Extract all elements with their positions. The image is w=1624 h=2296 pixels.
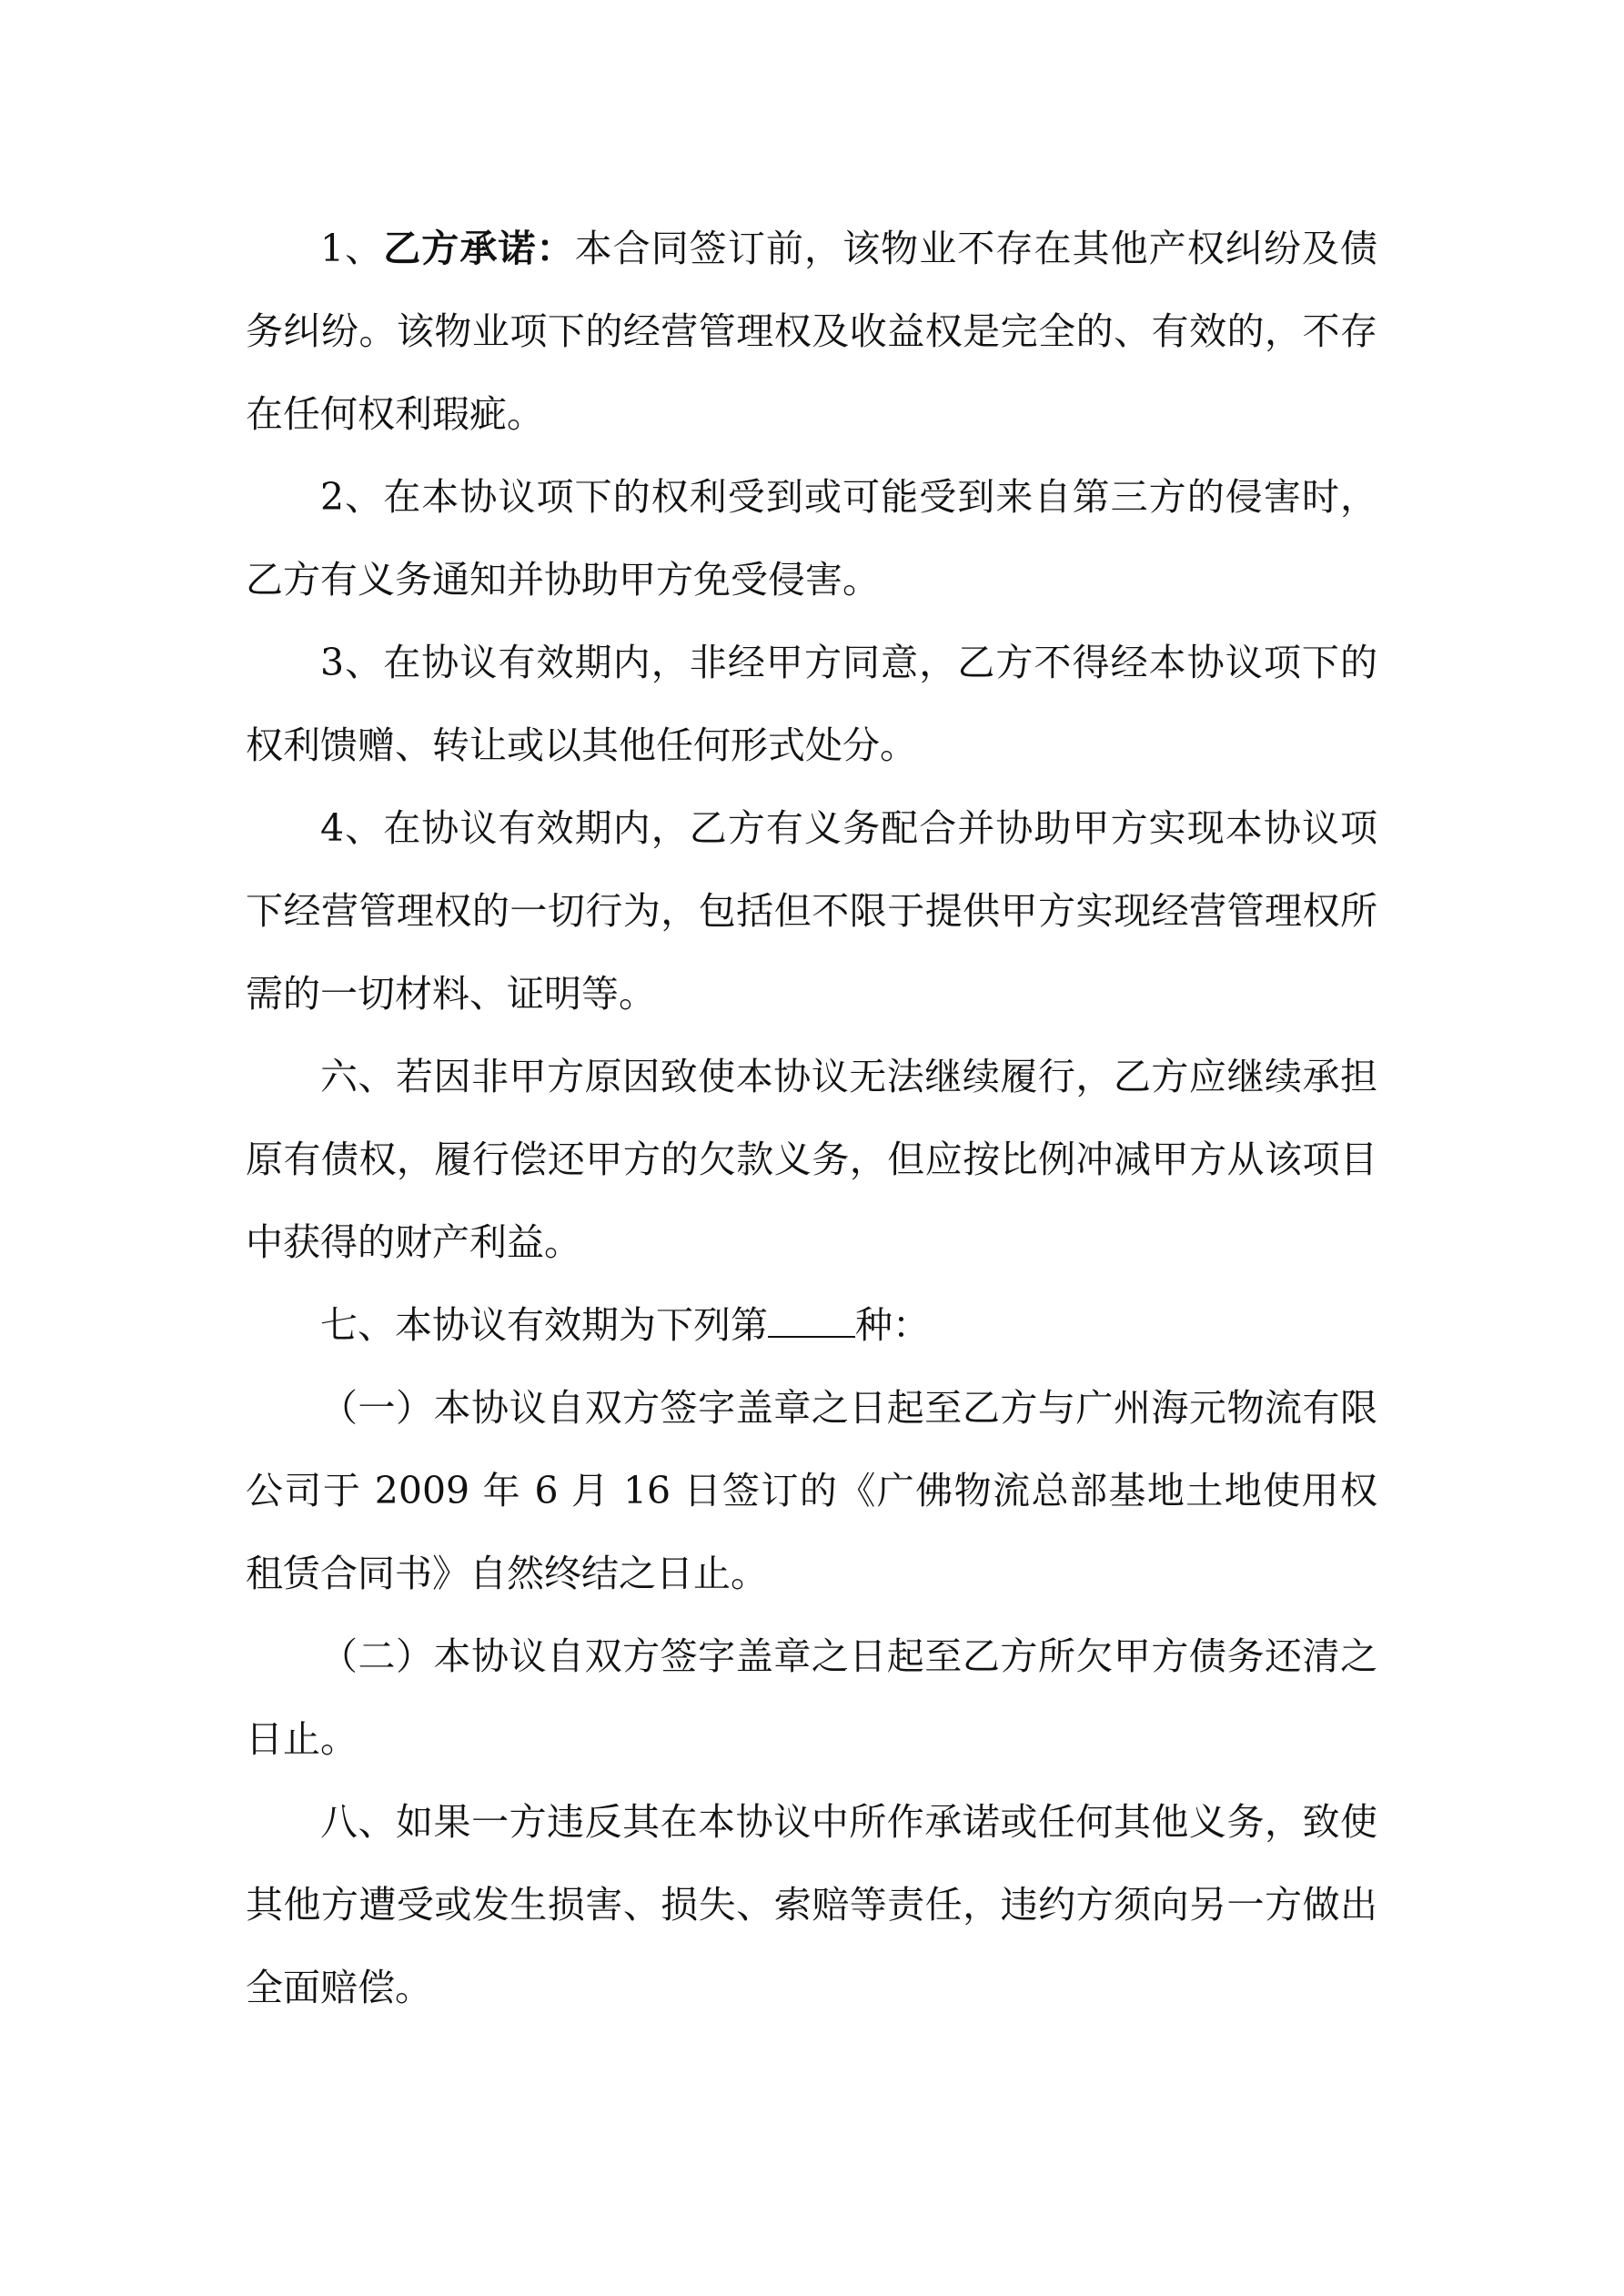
clause-4-paragraph: 4、在协议有效期内，乙方有义务配合并协助甲方实现本协议项下经营管理权的一切行为，包括但不限于提供甲方实现经营管理权所需的一切材料、证明等。 [246, 806, 1377, 1016]
clause-1-lead: 乙方承诺： [383, 227, 575, 270]
document-body [246, 207, 1377, 2029]
clause-2-paragraph: 2、在本协议项下的权利受到或可能受到来自第三方的侵害时，乙方有义务通知并协助甲方免受侵害。 [246, 475, 1377, 602]
clause-7-paragraph [246, 1284, 1377, 1367]
clause-7-option-1: （一）本协议自双方签字盖章之日起至乙方与广州海元物流有限公司于 2009 年 6 月 16 日签订的《广佛物流总部基地土地使用权租赁合同书》自然终结之日止。 [246, 1386, 1377, 1595]
clause-6-paragraph: 六、若因非甲方原因致使本协议无法继续履行，乙方应继续承担原有债权，履行偿还甲方的欠款义务，但应按比例冲减甲方从该项目中获得的财产利益。 [246, 1055, 1377, 1264]
fill-in-blank [768, 1303, 855, 1338]
clause-1-text: 本合同签订前，该物业不存在其他产权纠纷及债务纠纷。该物业项下的经营管理权及收益权是完全的、有效的，不存在任何权利瑕疵。 [246, 227, 1378, 436]
clause-7-text-after: 种： [855, 1303, 930, 1347]
clause-1-number: 1、 [320, 227, 384, 270]
clause-8-paragraph: 八、如果一方违反其在本协议中所作承诺或任何其他义务，致使其他方遭受或发生损害、损失、索赔等责任，违约方须向另一方做出全面赔偿。 [246, 1800, 1377, 2009]
clause-1-paragraph [246, 207, 1377, 456]
clause-7-option-2: （二）本协议自双方签字盖章之日起至乙方所欠甲方债务还清之日止。 [246, 1634, 1377, 1761]
clause-7-text-before: 七、本协议有效期为下列第 [320, 1303, 768, 1347]
clause-3-paragraph: 3、在协议有效期内，非经甲方同意，乙方不得经本协议项下的权利馈赠、转让或以其他任何形式处分。 [246, 641, 1377, 767]
